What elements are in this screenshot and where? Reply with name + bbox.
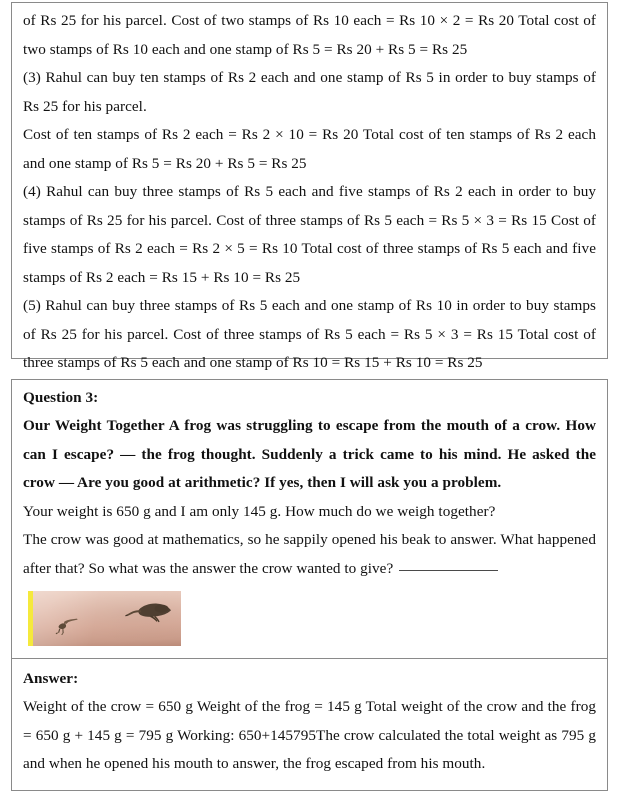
answer-box [11, 658, 608, 791]
frog-and-crow-illustration [28, 591, 181, 646]
answer-paragraph: Weight of the crow = 650 g Weight of the frog = 145 g Total weight of the crow and the frog = 650 g + 145 g = 795 g Working: 650+145795The crow calculated the total weight as 795 g and when he opened his mouth to answer, the frog escaped from his mouth. [23, 698, 596, 772]
answer-heading: Answer: [23, 670, 79, 687]
solution-paragraph-3: Cost of ten stamps of Rs 2 each = Rs 2 × 10 = Rs 20 Total cost of ten stamps of Rs 2 each and one stamp of Rs 5 = Rs 20 + Rs 5 = Rs 25 [23, 126, 596, 172]
answer-blank-rule [399, 569, 498, 571]
solution-paragraph-2: (3) Rahul can buy ten stamps of Rs 2 each and one stamp of Rs 5 in order to buy stamps of Rs 25 for his parcel. [23, 69, 596, 115]
solution-paragraph-1: of Rs 25 for his parcel. Cost of two stamps of Rs 10 each = Rs 10 × 2 = Rs 20 Total cost of two stamps of Rs 10 each and one stamp of Rs 5 = Rs 20 + Rs 5 = Rs 25 [23, 12, 596, 58]
illustration-yellow-strip [28, 591, 33, 646]
question-paragraph-2 [23, 526, 596, 583]
solution-box [11, 2, 608, 371]
solution-paragraph-5: (5) Rahul can buy three stamps of Rs 5 each and one stamp of Rs 10 in order to buy stamps of Rs 25 for his parcel. Cost of three stamps of Rs 5 each = Rs 5 × 3 = Rs 15 Total cost of three stamps of Rs 5 each and one stamp of Rs 10 = Rs 15 + Rs 10 = Rs 25 [23, 297, 596, 371]
question-box [11, 379, 608, 658]
solution-paragraph-4: (4) Rahul can buy three stamps of Rs 5 each and five stamps of Rs 2 each in order to buy stamps of Rs 25 for his parcel. Cost of three stamps of Rs 5 each = Rs 5 × 3 = Rs 15 Cost of five stamps of Rs 2 each = Rs 2 × 5 = Rs 10 Total cost of three stamps of Rs 5 each and five stamps of Rs 2 each = Rs 15 + Rs 10 = Rs 25 [23, 183, 596, 286]
frog-silhouette-icon [55, 614, 79, 635]
question-heading: Question 3: [23, 389, 99, 406]
question-paragraph-1: Your weight is 650 g and I am only 145 g. How much do we weigh together? [23, 502, 496, 520]
question-paragraph-2-text: The crow was good at mathematics, so he sappily opened his beak to answer. What happened after that? So what was the answer the crow wanted to give? [23, 531, 596, 577]
question-story-paragraph: Our Weight Together A frog was struggling to escape from the mouth of a crow. How can I escape? — the frog thought. Suddenly a trick came to his mind. He asked the crow — Are you good at arithmetic? If yes, then I will ask you a problem. [23, 417, 596, 491]
crow-silhouette-icon [125, 600, 173, 625]
